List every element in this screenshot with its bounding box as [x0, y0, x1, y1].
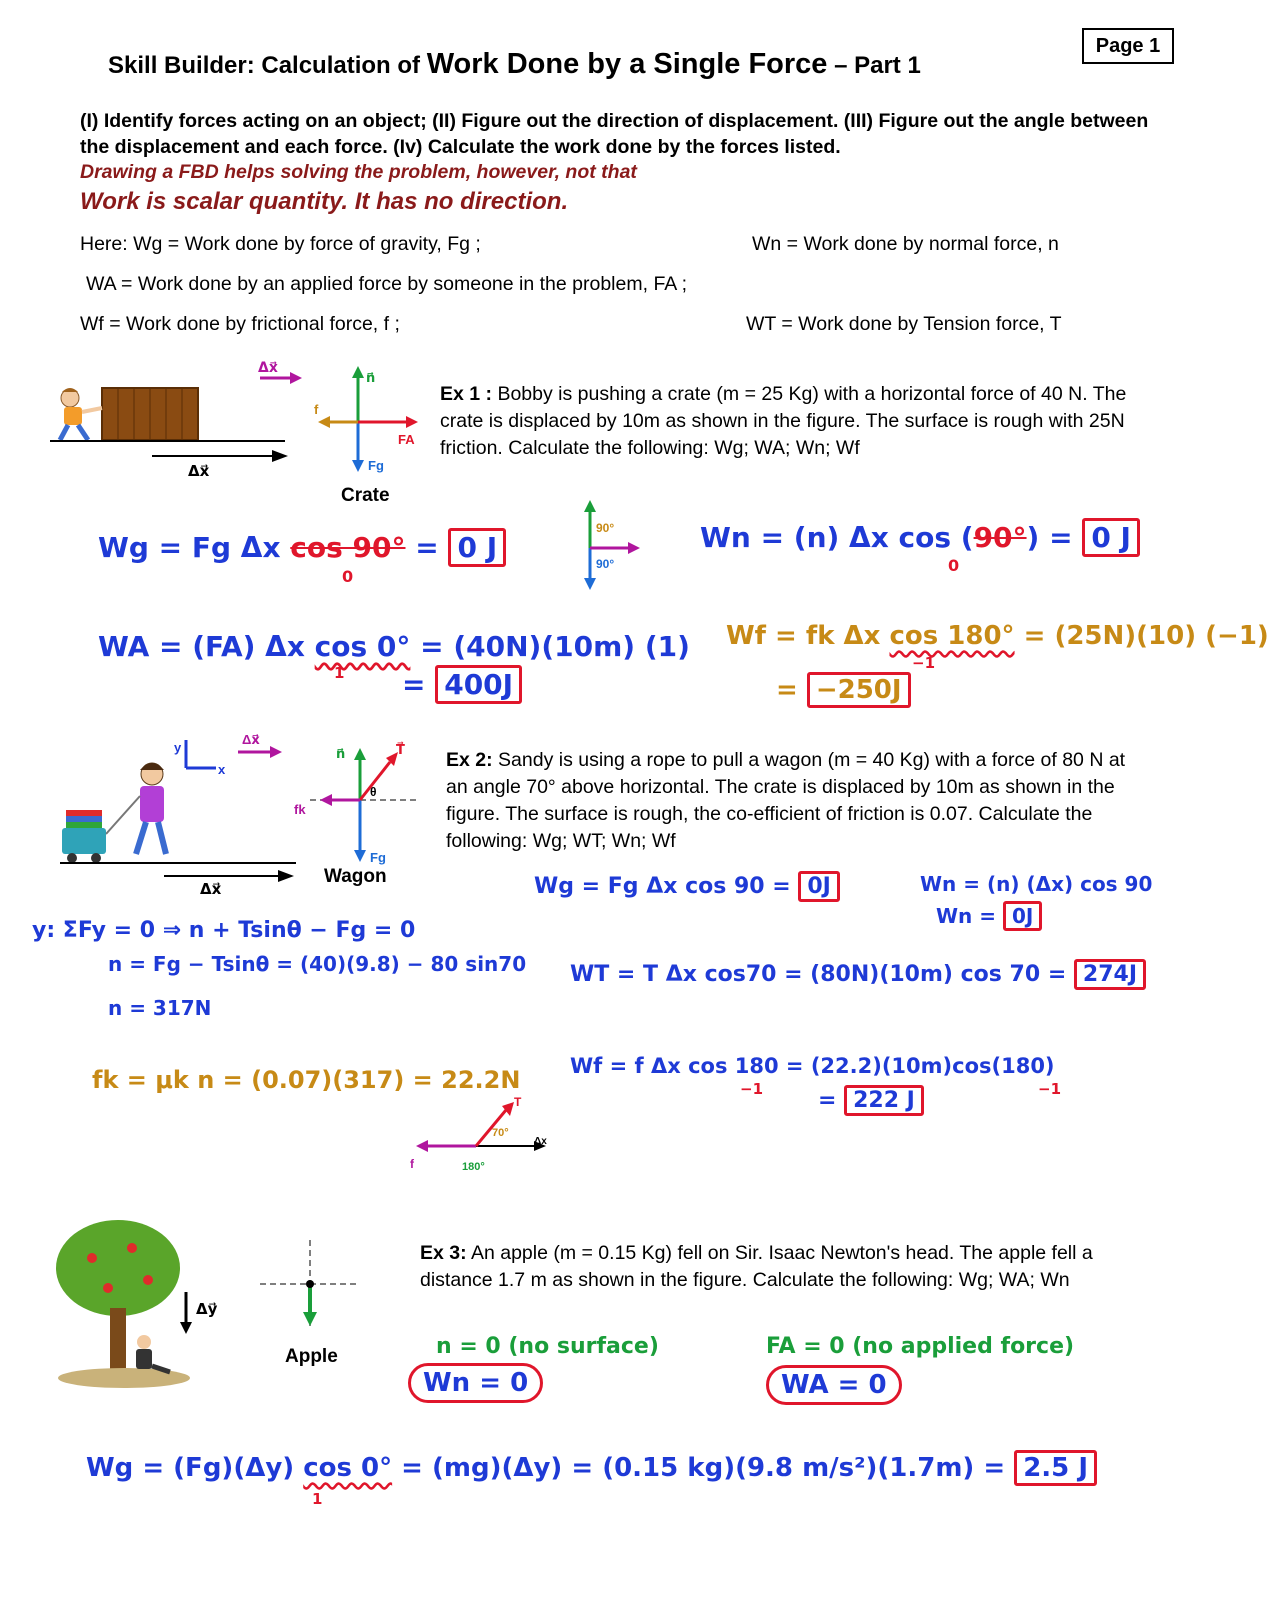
svg-text:90°: 90°	[596, 557, 615, 571]
ex2-wg-work: Wg = Fg Δx cos 90 = 0J	[534, 874, 840, 899]
girl-pulling-icon	[106, 763, 166, 854]
ex2-wf-neg1: −1	[740, 1080, 764, 1098]
ex3-problem	[420, 1240, 1100, 1294]
svg-text:70°: 70°	[492, 1127, 509, 1139]
ex2-wg-answer: 0J	[798, 871, 840, 902]
svg-text:FA: FA	[398, 432, 415, 447]
definition-wg: Here: Wg = Work done by force of gravity, Fg ;	[80, 233, 481, 255]
ex1-wf-work: Wf = fk Δx cos 180° = (25N)(10) (−1)	[726, 621, 1269, 651]
svg-text:T⃗: T⃗	[396, 742, 405, 757]
ex2-wt-work: WT = T Δx cos70 = (80N)(10m) cos 70 = 274J	[570, 962, 1146, 987]
svg-text:Δx⃗: Δx⃗	[242, 732, 260, 747]
svg-text:f: f	[410, 1157, 414, 1171]
svg-text:T: T	[514, 1095, 522, 1109]
ex1-wg-work: Wg = Fg Δx cos 90° = 0 J	[98, 531, 506, 564]
svg-text:n⃗: n⃗	[336, 746, 346, 761]
ex1-problem	[440, 381, 1150, 462]
ex1-wa-answer: 400J	[435, 665, 522, 704]
ex2-sum-forces: y: ΣFy = 0 ⇒ n + Tsinθ − Fg = 0	[32, 918, 416, 943]
note-line-1: Drawing a FBD helps solving the problem, however, not that	[80, 161, 637, 183]
svg-text:x: x	[218, 762, 226, 777]
ex1-fbd	[308, 366, 428, 476]
ex3-label: Ex 3:	[420, 1242, 467, 1264]
svg-text:n⃗: n⃗	[366, 370, 376, 385]
newton-sitting-icon	[136, 1335, 170, 1372]
ex1-wa-result: = 400J	[402, 668, 522, 701]
ex1-wn-work: Wn = (n) Δx cos (90°) = 0 J	[700, 521, 1140, 554]
ex1-wn-sub: 0	[948, 556, 960, 575]
ex3-apple-caption: Apple	[285, 1346, 338, 1367]
ex2-wagon-caption: Wagon	[324, 866, 387, 887]
ex2-fbd	[290, 740, 430, 870]
ex3-dy-label: Δy⃗	[196, 1300, 218, 1318]
svg-text:f: f	[314, 402, 319, 417]
ex1-wf-neg: −1	[912, 654, 936, 672]
title-suffix: – Part 1	[827, 52, 921, 79]
title-main: Work Done by a Single Force	[426, 48, 828, 80]
ex2-illustration	[56, 730, 316, 890]
svg-text:y: y	[174, 740, 182, 755]
ex3-wn-answer: Wn = 0	[408, 1363, 543, 1403]
definition-wn: Wn = Work done by normal force, n	[752, 233, 1059, 255]
svg-text:Fg: Fg	[368, 458, 384, 473]
ex2-wf-work: Wf = f Δx cos 180 = (22.2)(10m)cos(180)	[570, 1054, 1055, 1078]
ex2-wn-line2: Wn = 0J	[936, 904, 1042, 928]
ex3-applied-line: FA = 0 (no applied force)	[766, 1334, 1075, 1359]
ex2-angle-fbd	[406, 1096, 556, 1176]
ex1-illustration	[40, 360, 300, 490]
ex1-wf-result: = −250J	[776, 675, 911, 705]
definition-wt: WT = Work done by Tension force, T	[746, 313, 1062, 335]
ex2-wn-line1: Wn = (n) (Δx) cos 90	[920, 872, 1153, 896]
dx-arrow-icon	[258, 360, 302, 384]
ex1-dx-label: Δx⃗	[188, 462, 210, 480]
definition-wf: Wf = Work done by frictional force, f ;	[80, 313, 400, 335]
ex1-angle-fbd	[548, 496, 658, 596]
ex2-text: Sandy is using a rope to pull a wagon (m = 40 Kg) with a force of 80 N at an angle 70° above horizontal. The crate is displaced by 10m as shown in the figure. The surface is rough, the co-efficient of friction is 0.07. Calculate the following: Wg; WT; Wn; Wf	[446, 749, 1126, 852]
apple-fbd	[260, 1240, 358, 1330]
page-number-box: Page 1	[1082, 28, 1174, 64]
instructions: (I) Identify forces acting on an object; (II) Figure out the direction of displacement. (III) Figure out the angle between the displacement and each force. (Iv) Calculate the work done by the forces listed.	[80, 110, 1149, 158]
ex2-wf-answer: 222 J	[844, 1085, 924, 1116]
ex2-wt-answer: 274J	[1074, 959, 1146, 990]
note-line-2: Work is scalar quantity. It has no direction.	[80, 188, 569, 215]
ex2-wf-result: = 222 J	[818, 1088, 924, 1113]
axes-icon	[174, 740, 226, 777]
ex2-label: Ex 2:	[446, 749, 493, 771]
svg-text:180°: 180°	[462, 1161, 485, 1173]
ex2-problem	[446, 747, 1146, 855]
ex3-wn	[408, 1368, 543, 1398]
ex2-wf-neg2: −1	[1038, 1080, 1062, 1098]
svg-text:fk: fk	[294, 802, 306, 817]
ex1-wf-answer: −250J	[807, 672, 911, 708]
ex1-wa-one: 1	[334, 664, 345, 682]
svg-text:90°: 90°	[596, 521, 615, 535]
title-prefix: Skill Builder: Calculation of	[108, 52, 427, 79]
ex1-text: Bobby is pushing a crate (m = 25 Kg) with a horizontal force of 40 N. The crate is displaced by 10m as shown in the figure. The surface is rough with 25N friction. Calculate the following: Wg; WA; Wn; Wf	[440, 383, 1127, 459]
ex1-label: Ex 1 :	[440, 383, 493, 405]
boy-pushing-icon	[60, 388, 102, 440]
svg-text:Fg: Fg	[370, 850, 386, 865]
ex1-crate-caption: Crate	[341, 485, 390, 506]
page-title	[108, 48, 921, 81]
ex3-wg-answer: 2.5 J	[1014, 1450, 1097, 1486]
ex1-wg-sub: 0	[342, 567, 354, 586]
wagon-icon	[62, 810, 106, 863]
ex1-wn-answer: 0 J	[1082, 518, 1140, 557]
definition-wa: WA = Work done by an applied force by someone in the problem, FA ;	[86, 273, 688, 295]
ex3-wg-one: 1	[312, 1490, 323, 1508]
ex2-dx-label: Δx⃗	[200, 880, 222, 898]
dx-arrow-icon	[238, 732, 282, 758]
apple-tree-icon	[56, 1220, 190, 1388]
ex3-text: An apple (m = 0.15 Kg) fell on Sir. Isaac Newton's head. The apple fell a distance 1.7 m as shown in the figure. Calculate the following: Wg; WA; Wn	[420, 1242, 1093, 1291]
svg-text:Δx: Δx	[534, 1136, 547, 1147]
ex3-wg-work: Wg = (Fg)(Δy) cos 0° = (mg)(Δy) = (0.15 kg)(9.8 m/s²)(1.7m) = 2.5 J	[86, 1453, 1097, 1483]
ex3-normal-line: n = 0 (no surface)	[436, 1334, 659, 1359]
ex1-wa-work: WA = (FA) Δx cos 0° = (40N)(10m) (1)	[98, 630, 690, 663]
ex1-wg-answer: 0 J	[448, 528, 506, 567]
dy-arrow-icon	[180, 1292, 192, 1334]
ex2-friction-calc: fk = μk n = (0.07)(317) = 22.2N	[92, 1066, 521, 1094]
ex2-normal-calc: n = Fg − Tsinθ = (40)(9.8) − 80 sin70	[108, 952, 527, 976]
svg-text:Δx⃗: Δx⃗	[258, 360, 278, 376]
ex3-wa-answer: WA = 0	[766, 1365, 902, 1405]
ex2-wn-answer: 0J	[1003, 901, 1042, 931]
ex2-normal-result: n = 317N	[108, 996, 212, 1020]
ex3-wa	[766, 1370, 902, 1400]
svg-text:θ: θ	[370, 785, 377, 799]
